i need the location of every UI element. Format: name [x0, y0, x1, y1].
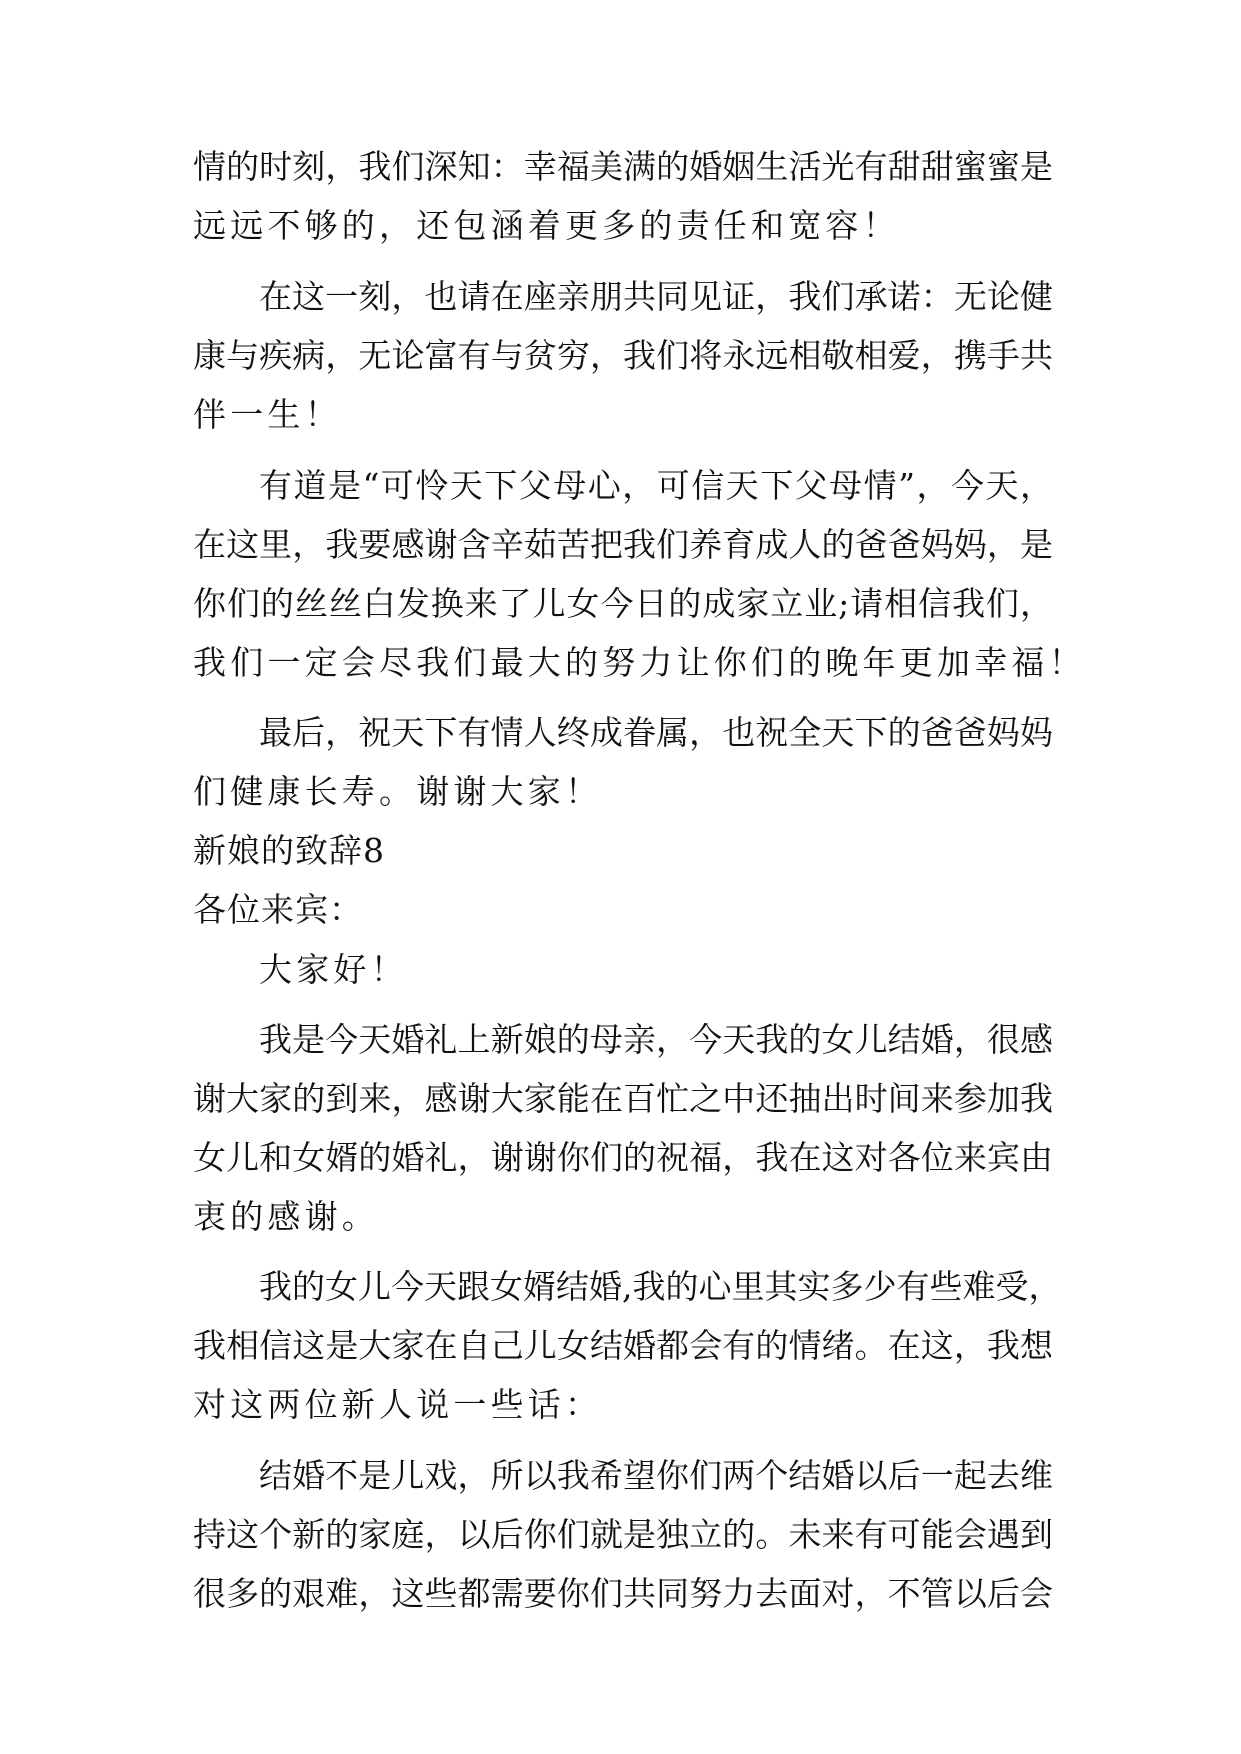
salutation: 各位来宾：: [193, 890, 363, 929]
text-line: 我相信这是大家在自己儿女结婚都会有的情绪。在这，我想: [193, 1326, 1053, 1365]
paragraph-first-line: 我的女儿今天跟女婿结婚,我的心里其实多少有些难受，: [259, 1267, 1062, 1306]
section-heading: 新娘的致辞8: [193, 831, 385, 870]
paragraph-first-line: 最后，祝天下有情人终成眷属，也祝全天下的爸爸妈妈: [259, 713, 1053, 752]
text-line: 伴一生！: [193, 395, 342, 434]
text-line: 对这两位新人说一些话：: [193, 1385, 603, 1424]
text-line: 女儿和女婿的婚礼，谢谢你们的祝福，我在这对各位来宾由: [193, 1138, 1053, 1177]
text-line: 康与疾病，无论富有与贫穷，我们将永远相敬相爱，携手共: [193, 336, 1053, 375]
text-line: 在这里，我要感谢含辛茹苦把我们养育成人的爸爸妈妈，是: [193, 525, 1053, 564]
paragraph-first-line: 我是今天婚礼上新娘的母亲，今天我的女儿结婚，很感: [259, 1020, 1053, 1059]
text-line: 谢大家的到来，感谢大家能在百忙之中还抽出时间来参加我: [193, 1079, 1053, 1118]
text-line: 衷的感谢。: [193, 1197, 379, 1236]
text-line: 持这个新的家庭，以后你们就是独立的。未来有可能会遇到: [193, 1515, 1053, 1554]
greeting: 大家好！: [259, 950, 408, 989]
paragraph-first-line: 在这一刻，也请在座亲朋共同见证，我们承诺：无论健: [259, 277, 1053, 316]
text-line: 们健康长寿。谢谢大家！: [193, 772, 603, 811]
paragraph-first-line: 结婚不是儿戏，所以我希望你们两个结婚以后一起去维: [259, 1456, 1053, 1495]
text-line: 我们一定会尽我们最大的努力让你们的晚年更加幸福！: [193, 643, 1086, 682]
text-line: 你们的丝丝白发换来了儿女今日的成家立业;请相信我们，: [193, 584, 1053, 623]
text-line: 很多的艰难，这些都需要你们共同努力去面对，不管以后会: [193, 1574, 1053, 1613]
text-line: 远远不够的，还包涵着更多的责任和宽容！: [193, 206, 900, 245]
paragraph-first-line: 有道是“可怜天下父母心，可信天下父母情”，今天，: [259, 466, 1053, 505]
text-line: 情的时刻，我们深知：幸福美满的婚姻生活光有甜甜蜜蜜是: [193, 147, 1053, 186]
